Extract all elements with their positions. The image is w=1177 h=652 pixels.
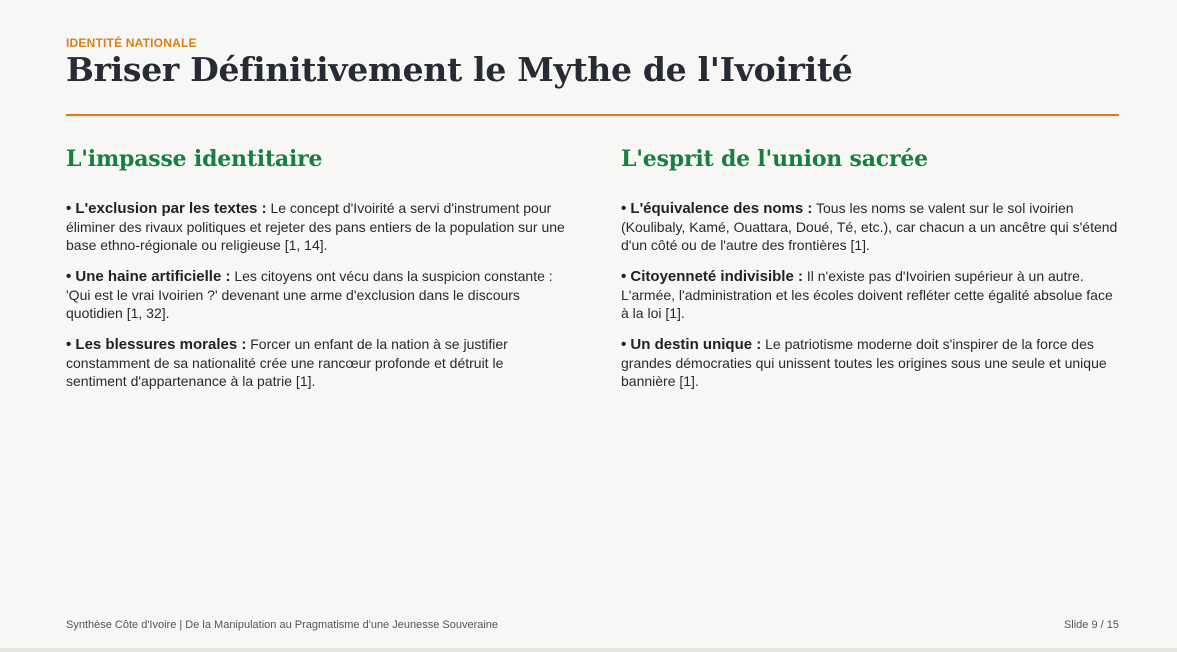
bullet-item [66,199,566,254]
left-column [66,146,566,403]
bullet-item [66,335,566,390]
bullet-lead: • L'équivalence des noms : [621,200,813,217]
bullet-text: Le patriotisme moderne doit s'inspirer de la force des grandes démocraties qui unissent toutes les origines sous une seule et unique bannière [1]. [621,336,1107,389]
bullet-item [621,335,1121,390]
bullet-text: Les citoyens ont vécu dans la suspicion constante : 'Qui est le vrai Ivoirien ?' devenant une arme d'exclusion dans le discours quotidien [1, 32]. [66,268,553,321]
bullet-text: Forcer un enfant de la nation à se justifier constamment de sa nationalité crée une rancœur profonde et détruit le sentiment d'appartenance à la patrie [1]. [66,336,508,389]
right-column [621,146,1121,403]
slide-title: Briser Définitivement le Mythe de l'Ivoirité [66,50,853,89]
left-column-heading: L'impasse identitaire [66,146,323,172]
bullet-text: Tous les noms se valent sur le sol ivoirien (Koulibaly, Kamé, Ouattara, Doué, Té, etc.), car chacun a un ancêtre qui s'étend d'un côté ou de l'autre des frontières [1]. [621,200,1118,253]
bullet-lead: • Citoyenneté indivisible : [621,268,803,285]
bullet-lead: • Une haine artificielle : [66,268,231,285]
slide-number: Slide 9 / 15 [1063,619,1119,631]
footer-presentation-title: Synthèse Côte d'Ivoire | De la Manipulation au Pragmatisme d'une Jeunesse Souveraine [66,619,499,631]
title-divider [66,114,1119,116]
right-column-heading: L'esprit de l'union sacrée [621,146,928,172]
bullet-lead: • Les blessures morales : [66,336,247,353]
bullet-text: Le concept d'Ivoirité a servi d'instrument pour éliminer des rivaux politiques et rejeter des pans entiers de la population sur une base ethno-régionale ou religieuse [1, 14]. [66,200,565,253]
bullet-lead: • L'exclusion par les textes : [66,200,267,217]
section-kicker: IDENTITÉ NATIONALE [66,36,197,50]
bullet-lead: • Un destin unique : [621,336,762,353]
bullet-item [621,267,1121,322]
bullet-text: Il n'existe pas d'Ivoirien supérieur à un autre. L'armée, l'administration et les écoles doivent refléter cette égalité absolue face à la loi [1]. [621,268,1113,321]
bullet-item [621,199,1121,254]
bullet-item [66,267,566,322]
